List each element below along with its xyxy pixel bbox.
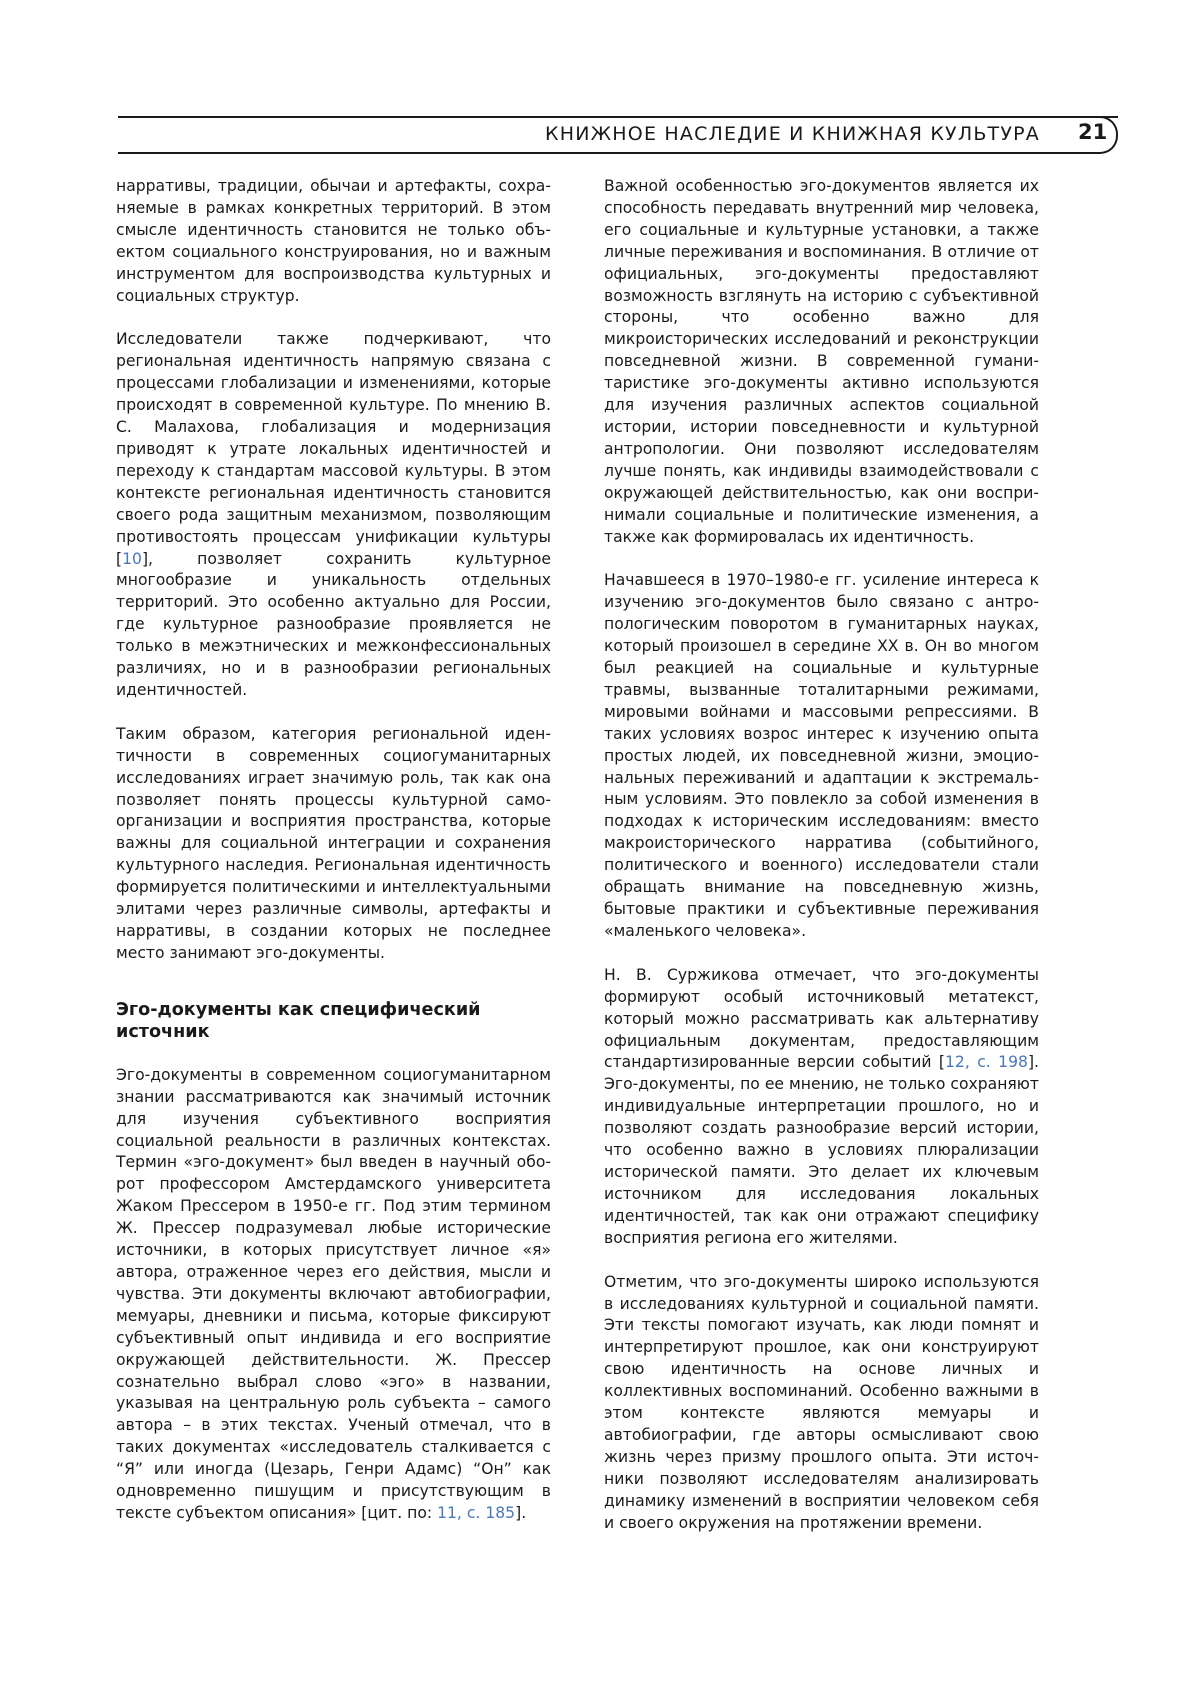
paragraph: Таким образом, категория региональной идентичности в современных социогуманитарных исследованиях играет значимую роль, так как она позволяет понять процессы культурной самоорганизации и восприятия пространства, которые важны для социальной интеграции и сохранения культурного наследия. Региональная идентичность формируется политическими и интеллектуальными элитами через различные символы, артефакты и нарративы, в создании которых не последнее место занимают эго-документы. (116, 724, 551, 962)
citation-link[interactable]: 12, с. 198 (945, 1053, 1028, 1072)
paragraph: Эго-документы в современном социогуманитарном знании рассматриваются как значимый источник для изучения субъективного восприятия социальной реальности в различных контекстах. Термин «эго-документ» был введен в научный оборот профессором Амстердамского университета Жаком Прессером в 1950-е гг. Под этим термином Ж. Прессер подразумевал любые исторические источники, в которых присутствует личное «я» автора, отраженное через его действия, мысли и чувства. Эти документы включают автобиографии, мемуары, дневники и письма, которые фиксируют субъективный опыт индивида и его восприятие окружающей действительности. Ж. Прессер сознательно выбрал слово «эго» в названии, указывая на центральную роль субъекта – самого автора – в этих текстах. Ученый отмечал, что в таких документах «исследователь сталкивается с “Я” или иногда (Цезарь, Генри Адамс) “Он” как одновременно пишущим и присутствующим в тексте субъектом описания» [цит. по: 11, с. 185]. (116, 1065, 551, 1522)
paragraph: нарративы, традиции, обычаи и артефакты, сохраняемые в рамках конкретных территорий. В этом смысле идентичность становится не только объектом социального конструирования, но и важным инструментом для воспроизводства культурных и социальных структур. (116, 177, 551, 305)
right-column (604, 176, 1039, 1556)
header-rule-bottom (118, 152, 1088, 154)
left-column (116, 176, 551, 1547)
paragraph: Исследователи также подчеркивают, что региональная идентичность напрямую связана с процессами глобализации и изменениями, которые происходят в современной культуре. По мнению В. С. Малахова, глобализация и модернизация приводят к утрате локальных идентичностей и переходу к стандартам массовой культуры. В этом контексте региональная идентичность становится своего рода защитным механизмом, позволяющим противостоять процессам унификации культуры [10], позволяет сохранить культурное многообразие и уникальность отдельных территорий. Это особенно актуально для России, где культурное разнообразие проявляется не только в межэтнических и межконфессиональных различиях, но и в разнообразии региональных идентичностей. (116, 330, 551, 699)
paragraph: Отметим, что эго-документы широко используются в исследованиях культурной и социальной памяти. Эти тексты помогают изучать, как люди помнят и интерпретируют прошлое, как они конструируют свою идентичность на основе личных и коллективных воспоминаний. Особенно важными в этом контексте являются мемуары и автобиографии, где авторы осмысливают свою жизнь через призму прошлого опыта. Эти источники позволяют исследователям анализировать динамику изменений в восприятии человеком себя и своего окружения на протяжении времени. (604, 1272, 1039, 1532)
citation-link[interactable]: 10 (122, 549, 142, 568)
header-rule-top (118, 116, 1118, 118)
paragraph: Начавшееся в 1970–1980-е гг. усиление интереса к изучению эго-документов было связано с антропологическим поворотом в гуманитарных науках, который произошел в середине XX в. Он во многом был реакцией на социальные и культурные травмы, вызванные тоталитарными режимами, мировыми войнами и массовыми репрессиями. В таких условиях возрос интерес к изучению опыта простых людей, их повседневной жизни, эмоциональных переживаний и адаптации к экстремальным условиям. Это повлекло за собой изменения в подходах к историческим исследованиям: вместо макроисторического нарратива (событийного, политического и военного) исследователи стали обращать внимание на повседневную жизнь, бытовые практики и субъективные переживания «маленького человека». (604, 571, 1039, 940)
paragraph: Важной особенностью эго-документов является их способность передавать внутренний мир человека, его социальные и культурные установки, а также личные переживания и воспоминания. В отличие от официальных, эго-документы предоставляют возможность взглянуть на историю с субъективной стороны, что особенно важно для микроисторических исследований и реконструкции повседневной жизни. В современной гуманитаристике эго-документы активно используются для изучения различных аспектов социальной истории, истории повседневности и культурной антропологии. Они позволяют исследователям лучше понять, как индивиды взаимодействовали с окружающей действительностью, как они воспринимали социальные и политические изменения, а также как формировалась их идентичность. (604, 177, 1039, 546)
section-heading: Эго-документы как специфический источник (116, 999, 481, 1042)
running-title: КНИЖНОЕ НАСЛЕДИЕ И КНИЖНАЯ КУЛЬТУРА (545, 123, 1040, 145)
citation-link[interactable]: 11, с. 185 (437, 1503, 516, 1522)
page-number: 21 (1078, 120, 1108, 144)
paragraph: Н. В. Суржикова отмечает, что эго-документы формируют особый источниковый метатекст, который можно рассматривать как альтернативу официальным документам, предоставляющим стандартизированные версии событий [12, с. 198]. Эго-документы, по ее мнению, не только сохраняют индивидуальные интерпретации прошлого, но и позволяют создать разнообразие версий истории, что особенно важно в условиях плюрализации исторической памяти. Это делает их ключевым источником для исследования локальных идентичностей, так как они отражают специфику восприятия региона его жителями. (604, 965, 1039, 1247)
